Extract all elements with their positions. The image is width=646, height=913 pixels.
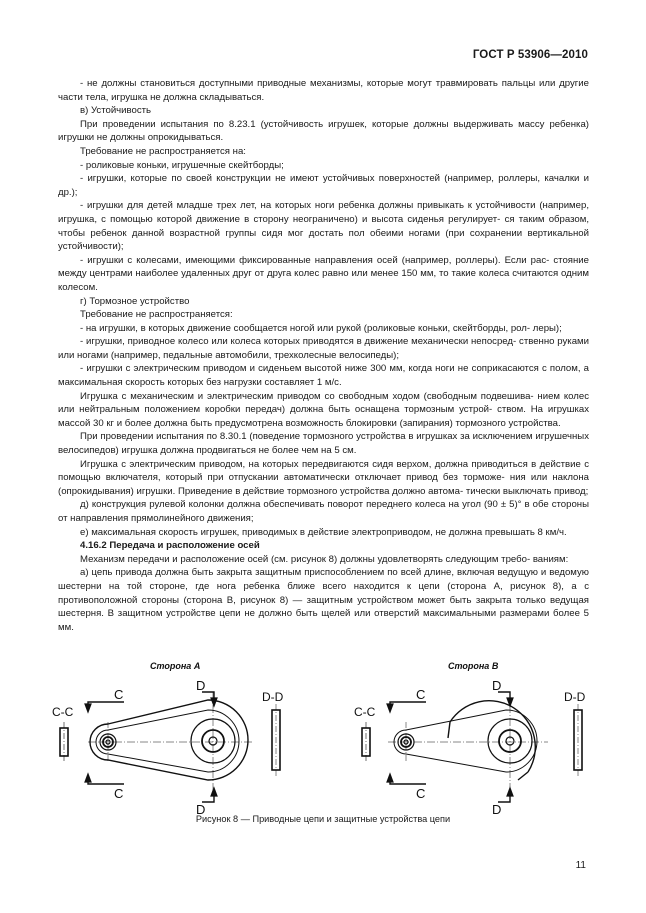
paragraph: в) Устойчивость [80, 105, 152, 117]
figure-caption: Рисунок 8 — Приводные цепи и защитные устройства цепи [195, 814, 451, 824]
chain-diagram [48, 652, 608, 832]
paragraph: - игрушки, приводное колесо или колеса которых приводятся в движение механически непосред- ственно руками или ногами (например, педальные автомобили, трехколесные велосипеды); [58, 336, 589, 361]
section-c-top-label: C [114, 687, 124, 702]
paragraph: Игрушка с электрическим приводом, на которых передвигаются сидя верхом, должна приводиться в действие с помощью включателя, который при отпускании автоматически отключает привод без торможе- ния или наклона (опрокидывания) игрушки. Приведение в действие тормозного устройства должно автома- тически выключать привод; [58, 458, 589, 497]
paragraph: е) максимальная скорость игрушек, приводимых в действие электроприводом, не должна превышать 8 км/ч. [80, 526, 567, 538]
section-d-top-label: D [492, 678, 502, 693]
paragraph: - роликовые коньки, игрушечные скейтборды; [80, 159, 284, 171]
section-c-bottom-label: C [416, 786, 426, 801]
section-dd-label: D-D [262, 690, 284, 704]
section-d-top-label: D [196, 678, 206, 693]
paragraph: - не должны становиться доступными приводные механизмы, которые могут травмировать пальцы или другие части тела, игрушка не должна складываться. [58, 78, 589, 103]
paragraph: - игрушки, которые по своей конструкции не имеют устойчивых поверхностей (например, роллеры, качалки и др.); [58, 173, 589, 198]
figure-chain-guards [48, 652, 608, 832]
section-dd-label: D-D [564, 690, 586, 704]
paragraph: - игрушки с колесами, имеющими фиксированные направления осей (например, роллеры). Если рас- стояние между центрами наиболее удаленных друг от друга колес равно или менее 150 мм, то такие колеса считаются одним колесом. [58, 254, 589, 293]
paragraph: Требование не распространяется: [80, 309, 233, 321]
paragraph: - игрушки с электрическим приводом и сиденьем высотой ниже 300 мм, когда ноги не соприкасаются с полом, а максимальная скорость которых без нагрузки составляет 1 м/с. [58, 363, 589, 389]
paragraph: Механизм передачи и расположение осей (см. рисунок 8) должны удовлетворять следующим требо- ваниям: [80, 553, 569, 565]
paragraph: При проведении испытания по 8.30.1 (поведение тормозного устройства в игрушках за исключением игрушечных велосипедов) игрушка должна продвигаться не более чем на 5 см. [58, 431, 589, 457]
paragraph: При проведении испытания по 8.23.1 (устойчивость игрушек, которые должны выдерживать массу ребенка) игрушки не должны опрокидываться. [58, 118, 589, 144]
side-a-label: Сторона А [150, 661, 201, 671]
side-b-drawing [362, 692, 582, 802]
paragraph: - на игрушки, в которых движение сообщается ногой или рукой (роликовые коньки, скейтборды, рол- леры); [80, 322, 562, 334]
section-c-bottom-label: C [114, 786, 124, 801]
body-text [58, 77, 589, 634]
section-cc-label: C-C [354, 705, 376, 719]
section-cc-label: C-C [52, 705, 74, 719]
paragraph: Требование не распространяется на: [80, 145, 246, 157]
paragraph: - игрушки для детей младше трех лет, на которых ноги ребенка должны привыкать к устойчивости (например, игрушка, с помощью которой движение в сторону неограничено) и высота сиденья регулирует- ся таким образом, чтобы ребенок данной возрастной группы сидя мог достать пол обеими ногами (при сохранении вертикальной устойчивости); [58, 200, 589, 253]
side-b-label: Сторона В [448, 661, 499, 671]
paragraph: г) Тормозное устройство [80, 295, 190, 307]
page-number: 11 [575, 860, 586, 871]
side-a-drawing [60, 692, 280, 802]
section-d-bottom-label: D [492, 802, 502, 817]
section-heading: 4.16.2 Передача и расположение осей [80, 540, 260, 552]
section-c-top-label: C [416, 687, 426, 702]
section-d-bottom-label: D [196, 802, 206, 817]
paragraph: а) цепь привода должна быть закрыта защитным приспособлением по всей длине, включая ведущую и ведомую шестерни на той стороне, где нога ребенка ближе всего находится к цепи (сторона А, рисунок 8), а с противоположной стороны (сторона В, рисунок 8) — защитным устройством может быть закрыта только ведущая шестерня. В защитном устройстве цепи не должно быть щелей или отверстий максимальными размерами более 5 мм. [58, 567, 589, 633]
paragraph: Игрушка с механическим и электрическим приводом со свободным ходом (свободным подвешива- нием колес или нейтральным положением коробки передач) должна быть оснащена тормозным устрой- ством. На игрушках массой 30 кг и более должна быть предусмотрена возможность блокировки (запирания) тормозного устройства. [58, 390, 589, 429]
paragraph: д) конструкция рулевой колонки должна обеспечивать поворот переднего колеса на угол (90 ± 5)° в обе стороны от направления прямолинейного движения; [58, 499, 589, 524]
standard-number: ГОСТ Р 53906—2010 [472, 49, 588, 61]
